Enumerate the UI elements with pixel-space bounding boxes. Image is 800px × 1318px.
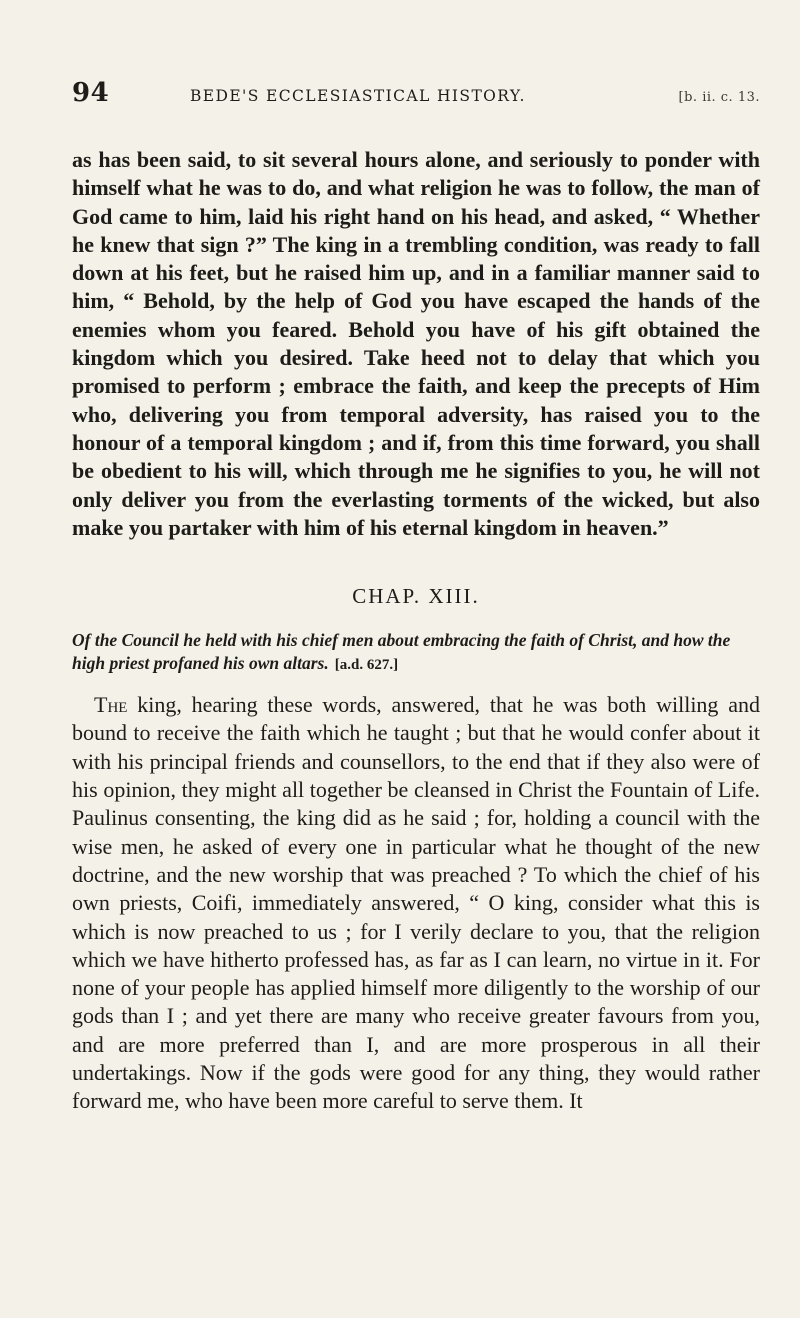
chapter-summary-text: Of the Council he held with his chief men about embracing the faith of Christ, and how the high priest profaned his own altars. <box>72 630 731 674</box>
chapter-heading: CHAP. XIII. <box>352 584 480 609</box>
chapter-paragraph-text: king, hearing these words, answered, that he was both willing and bound to receive the faith which he taught ; but that he would confer about it with his principal friends and counsellors, to the end that if they also were of his opinion, they might all together be cleansed in Christ the Fountain of Life. Paulinus consenting, the king did as he said ; for, holding a council with the wise men, he asked of every one in particular what he thought of the new doctrine, and the new worship that was preached ? To which the chief of his own priests, Coifi, immediately answered, “ O king, consider what this is which is now preached to us ; for I verily declare to you, that the religion which we have hitherto professed has, as far as I can learn, no virtue in it. For none of your people has applied himself more diligently to the worship of our gods than I ; and yet there are many who receive greater favours from you, and are more preferred than I, and are more prosperous in all their undertakings. Now if the gods were good for any thing, they would rather forward me, who have been more careful to serve them. It <box>72 692 760 1114</box>
running-title: BEDE'S ECCLESIASTICAL HISTORY. <box>190 87 526 105</box>
paragraph-continued: as has been said, to sit several hours alone, and seriously to ponder with himself what he was to do, and what religion he was to follow, the man of God came to him, laid his right hand on his head, and asked, “ Whether he knew that sign ?” The king in a trembling condition, was ready to fall down at his feet, but he raised him up, and in a familiar manner said to him, “ Behold, by the help of God you have escaped the hands of the enemies whom you feared. Behold you have of his gift obtained the kingdom which you desired. Take heed not to delay that which you promised to perform ; embrace the faith, and keep the precepts of Him who, delivering you from temporal adversity, has raised you to the honour of a temporal kingdom ; and if, from this time forward, you shall be obedient to his will, which through me he signifies to you, he will not only deliver you from the everlasting torments of the wicked, but also make you partaker with him of his eternal kingdom in heaven.” <box>72 147 760 540</box>
chapter-date: [a.d. 627.] <box>334 657 399 674</box>
page-header <box>72 78 760 112</box>
chapter-summary <box>72 629 760 677</box>
book-page <box>72 78 760 1116</box>
section-marker: [b. ii. c. 13. <box>678 90 760 105</box>
page-number: 94 <box>72 78 110 108</box>
chapter-paragraph <box>72 691 760 1115</box>
opening-word: The <box>94 692 128 718</box>
